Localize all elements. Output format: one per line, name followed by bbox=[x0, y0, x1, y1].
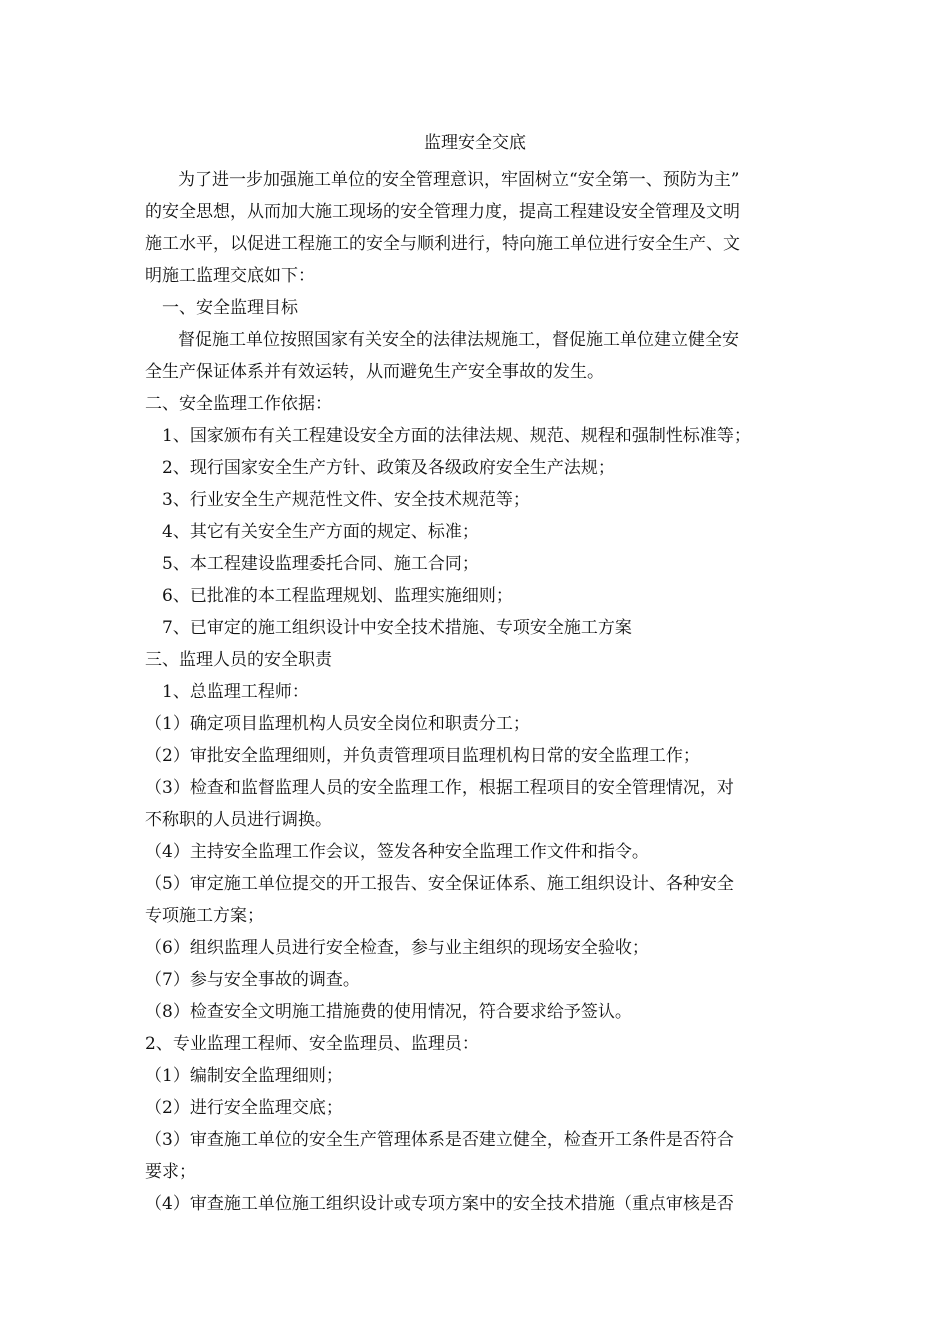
list-item-continued: 要求； bbox=[145, 1162, 196, 1182]
list-item: （7）参与安全事故的调查。 bbox=[145, 970, 360, 990]
list-item: 5、本工程建设监理委托合同、施工合同； bbox=[162, 554, 479, 574]
list-item: 2、现行国家安全生产方针、政策及各级政府安全生产法规； bbox=[162, 458, 615, 478]
subsection-heading: 2、专业监理工程师、安全监理员、监理员： bbox=[145, 1034, 479, 1054]
list-item: （4）审查施工单位施工组织设计或专项方案中的安全技术措施（重点审核是否 bbox=[145, 1194, 734, 1214]
intro-line-3: 施工水平，以促进工程施工的安全与顺利进行，特向施工单位进行安全生产、文 bbox=[145, 234, 740, 254]
intro-line-2: 的安全思想，从而加大施工现场的安全管理力度，提高工程建设安全管理及文明 bbox=[145, 202, 740, 222]
list-item-continued: 专项施工方案； bbox=[145, 906, 264, 926]
list-item: （6）组织监理人员进行安全检查，参与业主组织的现场安全验收； bbox=[145, 938, 649, 958]
list-item: 4、其它有关安全生产方面的规定、标准； bbox=[162, 522, 479, 542]
paragraph-line: 全生产保证体系并有效运转，从而避免生产安全事故的发生。 bbox=[145, 362, 604, 382]
list-item: 7、已审定的施工组织设计中安全技术措施、专项安全施工方案 bbox=[162, 618, 632, 638]
list-item: （2）审批安全监理细则，并负责管理项目监理机构日常的安全监理工作； bbox=[145, 746, 700, 766]
intro-line-4: 明施工监理交底如下： bbox=[145, 266, 315, 286]
list-item: （4）主持安全监理工作会议，签发各种安全监理工作文件和指令。 bbox=[145, 842, 649, 862]
list-item: 1、国家颁布有关工程建设安全方面的法律法规、规范、规程和强制性标准等； bbox=[162, 426, 751, 446]
list-item: （1）编制安全监理细则； bbox=[145, 1066, 343, 1086]
list-item: （8）检查安全文明施工措施费的使用情况，符合要求给予签认。 bbox=[145, 1002, 632, 1022]
section-heading-1: 一、安全监理目标 bbox=[162, 298, 298, 318]
intro-line-1: 为了进一步加强施工单位的安全管理意识，牢固树立“安全第一、预防为主” bbox=[178, 170, 740, 190]
section-heading-3: 三、监理人员的安全职责 bbox=[145, 650, 332, 670]
list-item: 3、行业安全生产规范性文件、安全技术规范等； bbox=[162, 490, 530, 510]
subsection-heading: 1、总监理工程师： bbox=[162, 682, 309, 702]
list-item: （5）审定施工单位提交的开工报告、安全保证体系、施工组织设计、各种安全 bbox=[145, 874, 734, 894]
list-item: 6、已批准的本工程监理规划、监理实施细则； bbox=[162, 586, 513, 606]
list-item: （2）进行安全监理交底； bbox=[145, 1098, 343, 1118]
section-heading-2: 二、安全监理工作依据： bbox=[145, 394, 332, 414]
paragraph-line: 督促施工单位按照国家有关安全的法律法规施工，督促施工单位建立健全安 bbox=[178, 330, 739, 350]
list-item: （3）检查和监督监理人员的安全监理工作，根据工程项目的安全管理情况，对 bbox=[145, 778, 734, 798]
list-item: （1）确定项目监理机构人员安全岗位和职责分工； bbox=[145, 714, 530, 734]
list-item: （3）审查施工单位的安全生产管理体系是否建立健全，检查开工条件是否符合 bbox=[145, 1130, 734, 1150]
list-item-continued: 不称职的人员进行调换。 bbox=[145, 810, 332, 830]
document-title: 监理安全交底 bbox=[424, 133, 526, 153]
